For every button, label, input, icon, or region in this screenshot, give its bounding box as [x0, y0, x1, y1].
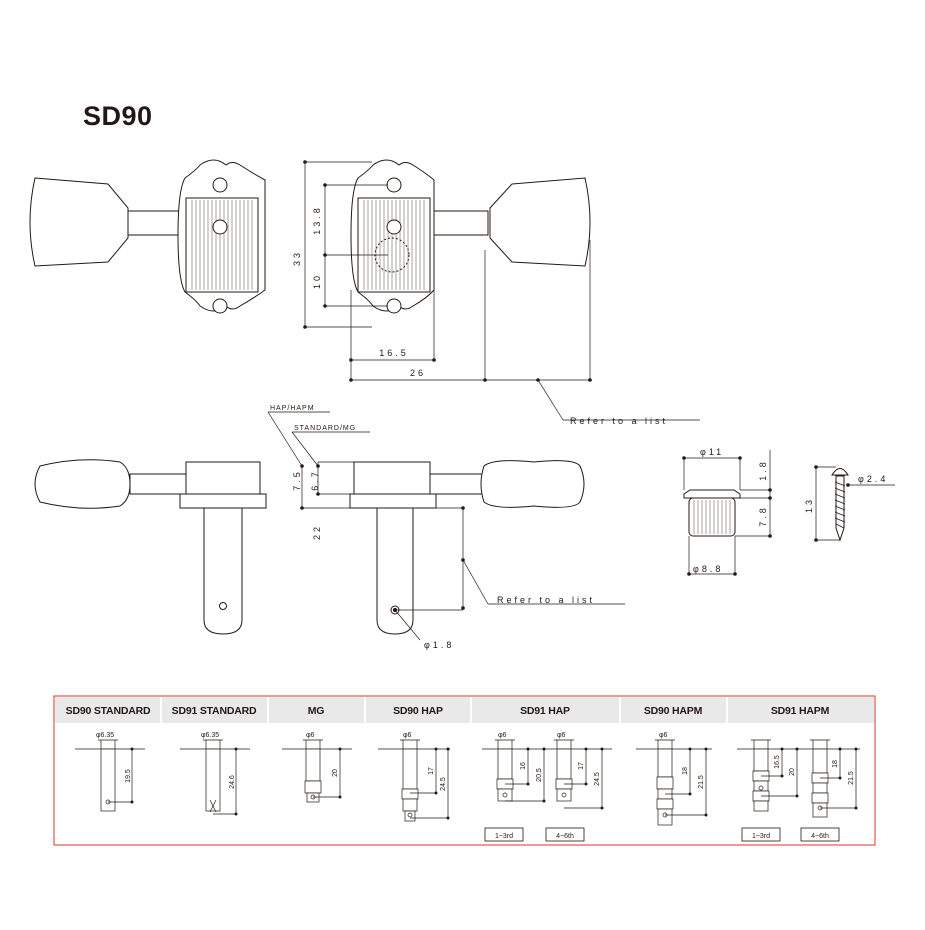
top-view-right-tuner	[351, 160, 590, 313]
refer-list-label-side: Refer to a list	[497, 595, 596, 605]
cell-sd90-hapm-diameter: φ6	[659, 732, 668, 739]
table-header-sd90-hap: SD90 HAP	[393, 705, 443, 717]
dim-13-screw: 13	[804, 496, 814, 514]
dim-7-5: 7.5	[292, 469, 302, 491]
cell-sd91-hap-46-diameter: φ6	[557, 732, 566, 739]
cell-sd91-hapm-46-tag: 4~6th	[811, 833, 829, 840]
cell-sd90-hap-length-b: 24.5	[440, 777, 447, 791]
top-view-left-tuner	[30, 160, 265, 313]
dim-phi-8-8: φ8.8	[693, 564, 724, 574]
dim-6-7: 6.7	[310, 469, 320, 491]
table-header-mg: MG	[307, 705, 325, 717]
cell-sd90-hapm-length-a: 18	[682, 767, 689, 775]
table-header-sd91-standard: SD91 STANDARD	[171, 705, 257, 717]
cell-mg-diameter: φ6	[306, 732, 315, 739]
cell-sd91-hap-46-tag: 4~6th	[556, 833, 574, 840]
table-header-sd90-hapm: SD90 HAPM	[643, 705, 703, 717]
bushing-drawing	[684, 490, 740, 536]
dim-1-8: 1.8	[758, 459, 768, 481]
cell-sd91-hapm-13-length-b: 20	[789, 768, 796, 776]
cell-sd91-hapm-46-length-a: 18	[832, 760, 839, 768]
screw-drawing	[832, 469, 848, 541]
table-header-sd90-standard: SD90 STANDARD	[65, 705, 151, 717]
dim-phi-11: φ11	[700, 447, 725, 457]
cell-sd90-hap-diameter: φ6	[403, 732, 412, 739]
cell-sd91-hapm-13-length-a: 16.5	[774, 755, 781, 769]
side-view-right-tuner	[350, 461, 584, 634]
cell-sd90-hap-length-a: 17	[428, 767, 435, 775]
dim-26: 26	[409, 368, 427, 378]
dim-phi-2-4: φ2.4	[858, 474, 889, 484]
dim-33: 33	[292, 249, 302, 267]
label-standard-mg: STANDARD/MG	[294, 425, 357, 432]
cell-sd91-hap-13-length-a: 16	[520, 762, 527, 770]
cell-sd91-standard-diameter: φ6.35	[201, 732, 220, 739]
dim-7-8: 7.8	[758, 505, 768, 527]
page-title: SD90	[83, 101, 153, 131]
dim-phi-1-8: φ1.8	[424, 640, 455, 650]
cell-sd91-standard-length: 24.6	[229, 775, 236, 789]
cell-sd91-hapm-46-length-b: 21.5	[848, 771, 855, 785]
refer-list-label-top: Refer to a list	[570, 416, 669, 426]
cell-sd91-hap-46-length-b: 24.5	[594, 772, 601, 786]
dim-22: 22	[312, 523, 322, 541]
post-length-table	[54, 696, 875, 845]
cell-sd91-hapm-13-tag: 1~3rd	[751, 833, 771, 840]
label-hap-hapm: HAP/HAPM	[270, 405, 315, 412]
table-header-sd91-hap: SD91 HAP	[520, 705, 570, 717]
dim-16-5: 16.5	[379, 348, 409, 358]
cell-mg-length: 20	[332, 769, 339, 777]
cell-sd90-hapm-length-b: 21.5	[698, 775, 705, 789]
table-header-sd91-hapm: SD91 HAPM	[770, 705, 830, 717]
cell-sd91-hap-13-length-b: 20.5	[536, 768, 543, 782]
cell-sd91-hap-46-length-a: 17	[578, 762, 585, 770]
cell-sd90-standard-length: 19.5	[125, 769, 132, 783]
cell-sd91-hap-13-tag: 1~3rd	[494, 833, 514, 840]
dim-10: 10	[312, 272, 322, 290]
side-view-left-tuner	[35, 460, 266, 634]
dim-13-8: 13.8	[312, 205, 322, 235]
cell-sd91-hap-13-diameter: φ6	[498, 732, 507, 739]
cell-sd90-standard-diameter: φ6.35	[96, 732, 115, 739]
